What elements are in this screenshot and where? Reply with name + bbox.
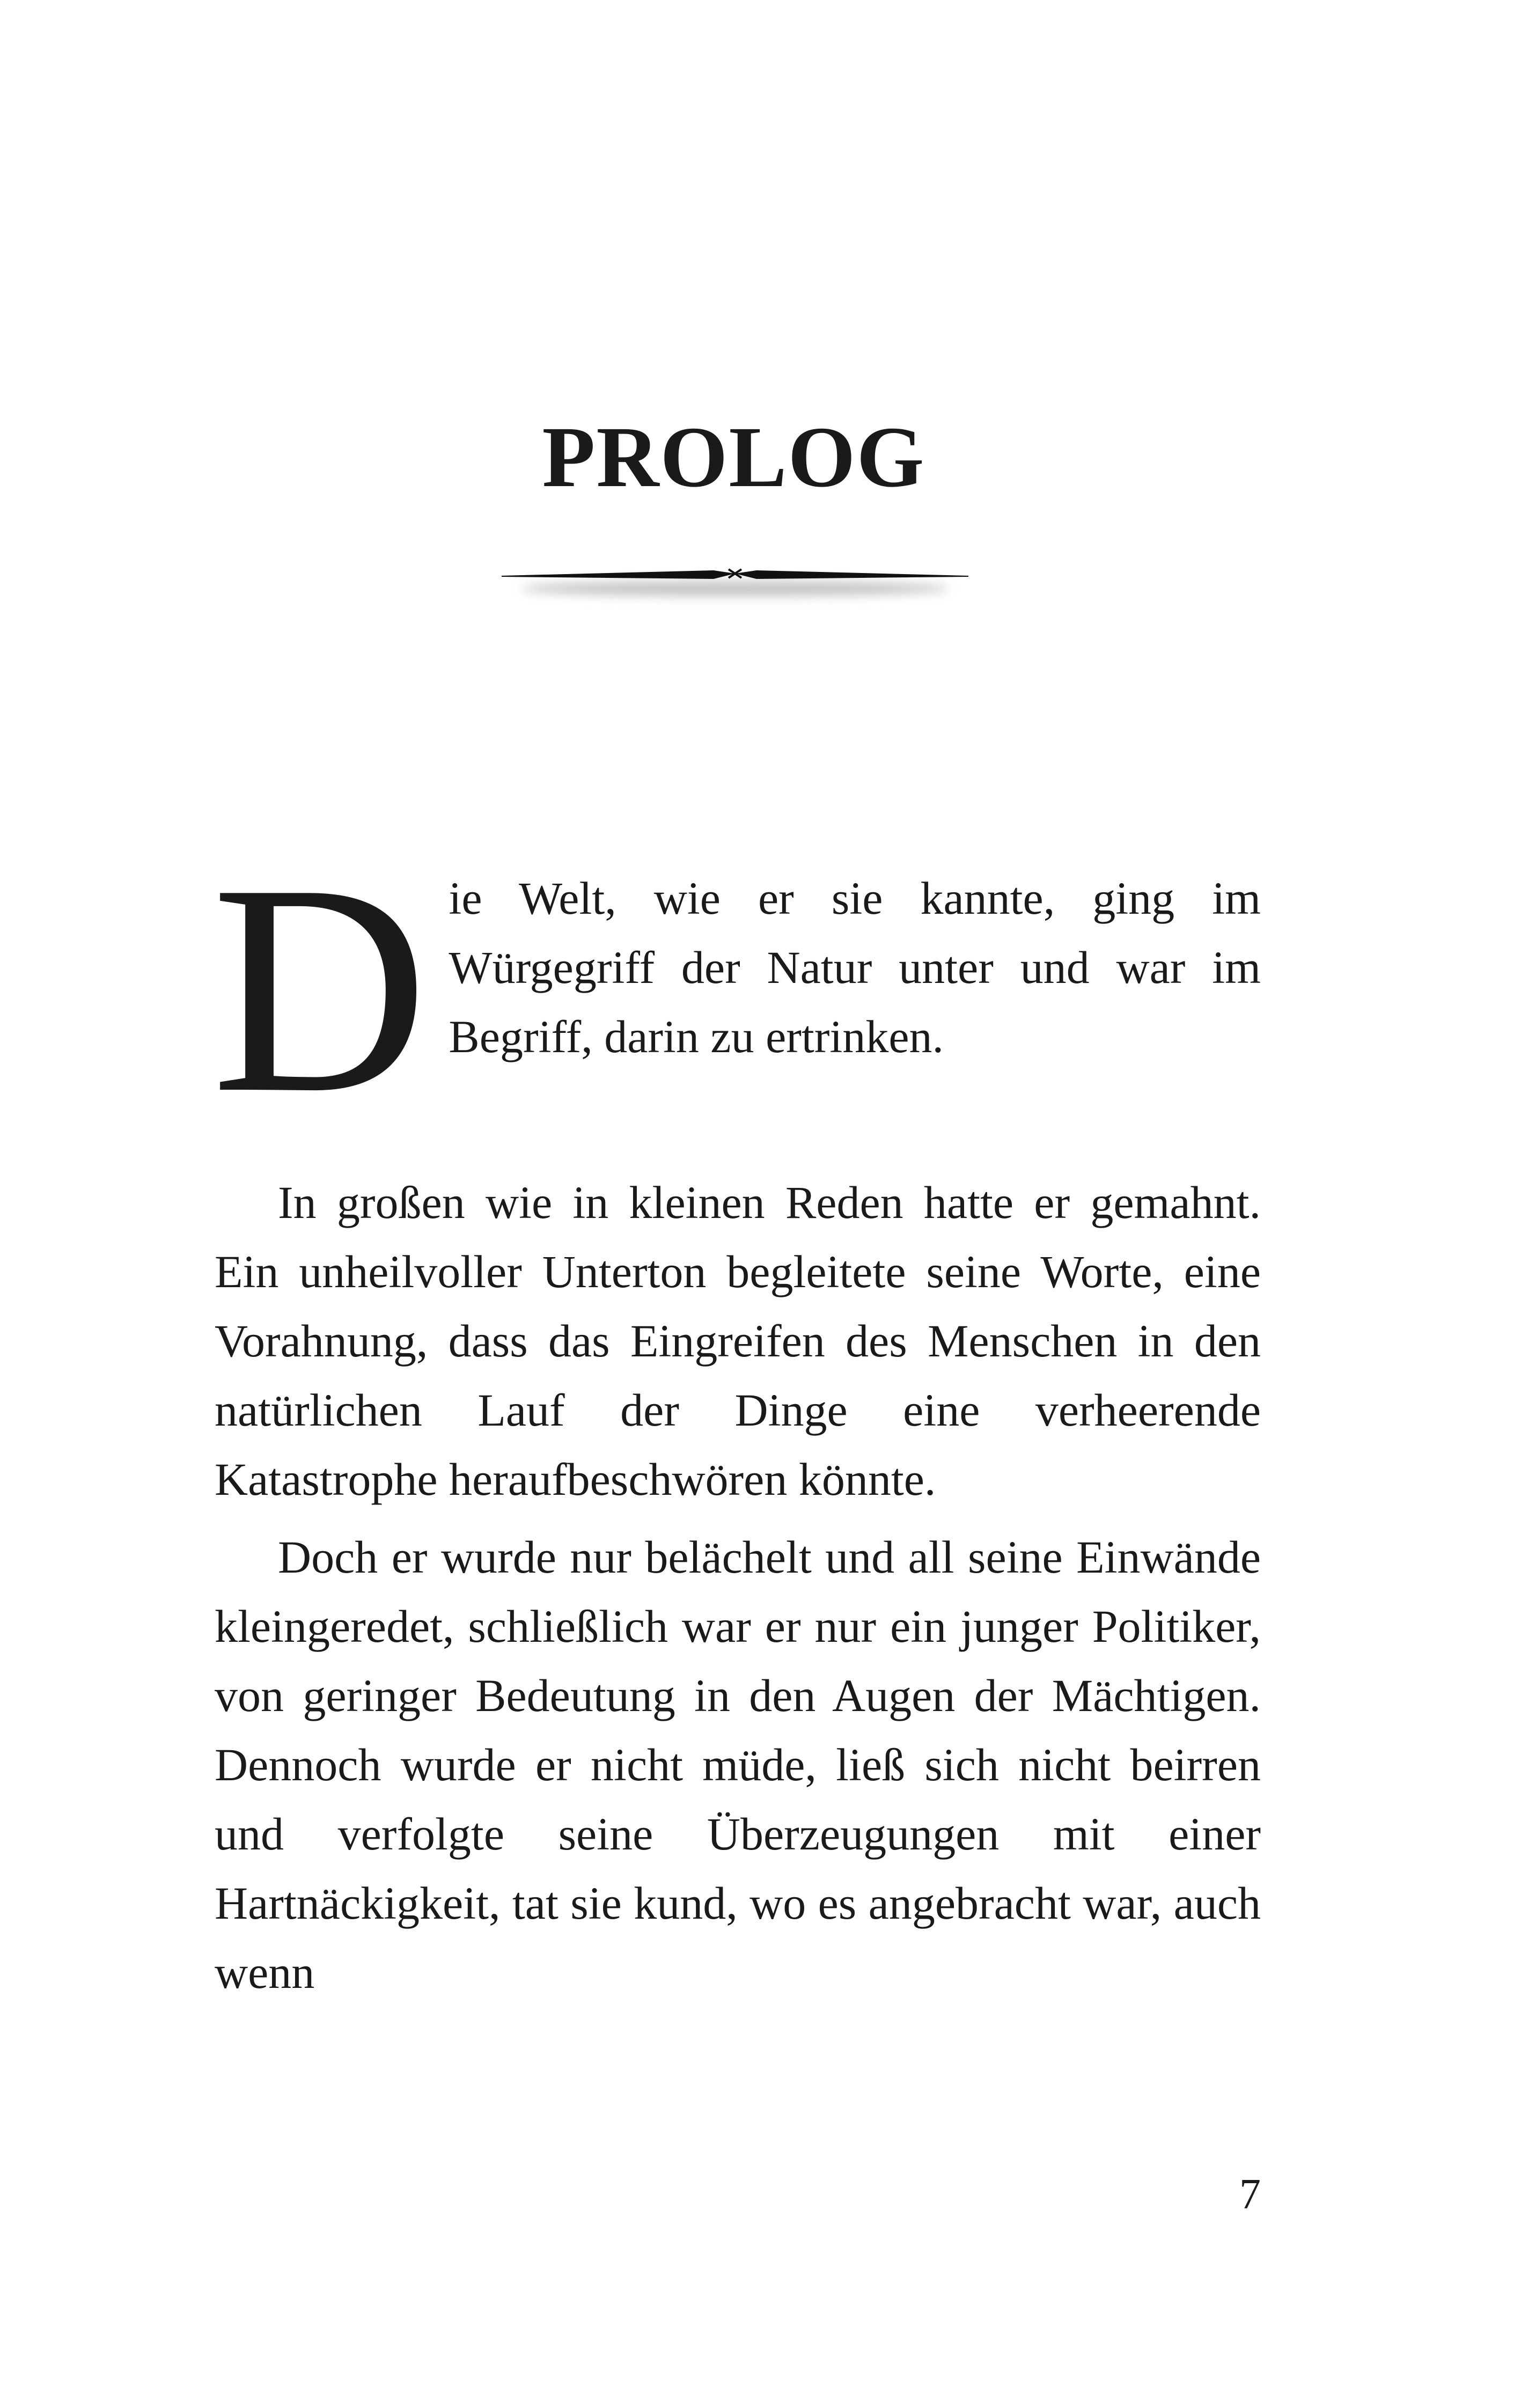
chapter-title: PROLOG xyxy=(542,409,925,505)
drop-cap: D xyxy=(211,823,429,1155)
page-number: 7 xyxy=(1239,2171,1261,2218)
divider-ornament xyxy=(499,555,971,614)
paragraph: In großen wie in kleinen Reden hatte er gemahnt. Ein unheilvoller Unterton begleitete seine Worte, eine Vorahnung, dass das Eingreifen des Menschen in den natürlichen Lauf der Dinge eine verheerende Katastrophe heraufbeschwören könnte. xyxy=(215,1177,1261,1505)
paragraph: Doch er wurde nur belächelt und all seine Einwände kleingeredet, schließlich war er nur ein junger Politiker, von geringer Bedeutung in den Augen der Mächtigen. Dennoch wurde er nicht müde, ließ sich nicht beirren und verfolgte seine Überzeugungen mit einer Hartnäckigkeit, tat sie kund, wo es angebracht war, auch wenn xyxy=(215,1531,1261,1998)
paragraph-text: ie Welt, wie er sie kannte, ging im Würgegriff der Natur unter und war im Begriff, darin zu ertrinken. xyxy=(449,872,1261,1062)
paragraph xyxy=(211,823,1261,1155)
body-text xyxy=(211,823,1261,2007)
